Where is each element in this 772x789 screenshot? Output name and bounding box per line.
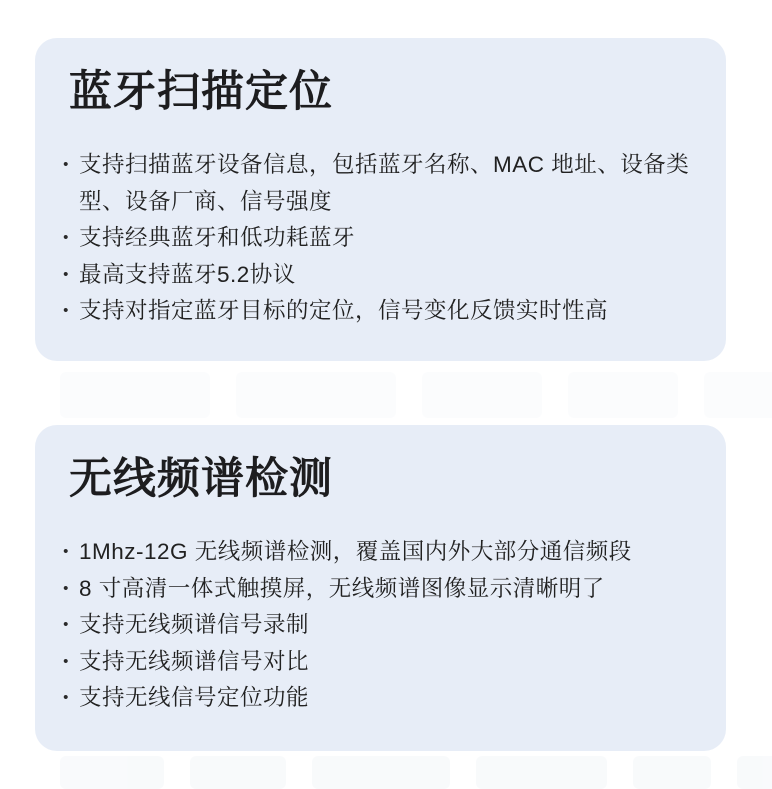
bullet-icon: • [63,543,69,561]
feature-text: 支持经典蓝牙和低功耗蓝牙 [79,225,356,251]
ghost-artifact [633,756,711,789]
bluetooth-card-title: 蓝牙扫描定位 [69,68,333,116]
bullet-icon: • [63,229,69,247]
feature-text: 支持无线信号定位功能 [79,685,310,711]
feature-text: 支持无线频谱信号录制 [79,612,310,638]
bullet-icon: • [63,689,69,707]
ghost-artifact-row [0,372,772,418]
ghost-artifact [190,756,285,789]
list-item [53,257,704,294]
list-item [53,147,704,220]
feature-text: 支持对指定蓝牙目标的定位，信号变化反馈实时性高 [79,298,609,324]
spectrum-detect-card [35,425,726,751]
list-item [53,293,704,330]
list-item [53,607,704,644]
feature-text: 支持扫描蓝牙设备信息，包括蓝牙名称、MAC 地址、设备类型、设备厂商、信号强度 [79,152,690,214]
bullet-icon: • [63,579,69,597]
list-item [53,644,704,681]
feature-text: 支持无线频谱信号对比 [79,648,310,674]
ghost-artifact [476,756,606,789]
ghost-artifact [737,756,772,789]
ghost-artifact [236,372,396,418]
bullet-icon: • [63,302,69,320]
feature-text: 1Mhz-12G 无线频谱检测，覆盖国内外大部分通信频段 [79,539,632,565]
ghost-artifact [312,756,451,789]
list-item [53,571,704,608]
spectrum-feature-list [53,534,704,717]
bullet-icon: • [63,652,69,670]
feature-text: 最高支持蓝牙5.2协议 [79,261,296,287]
ghost-artifact-row [0,756,772,789]
list-item [53,680,704,717]
ghost-artifact [568,372,678,418]
bluetooth-scan-card [35,38,726,361]
bluetooth-feature-list [53,147,704,330]
list-item [53,220,704,257]
bullet-icon: • [63,265,69,283]
bullet-icon: • [63,156,69,174]
spectrum-card-title: 无线频谱检测 [69,455,333,503]
list-item [53,534,704,571]
ghost-artifact [704,372,772,418]
ghost-artifact [422,372,542,418]
feature-text: 8 寸高清一体式触摸屏，无线频谱图像显示清晰明了 [79,575,605,601]
ghost-artifact [60,372,210,418]
bullet-icon: • [63,616,69,634]
ghost-artifact [60,756,164,789]
